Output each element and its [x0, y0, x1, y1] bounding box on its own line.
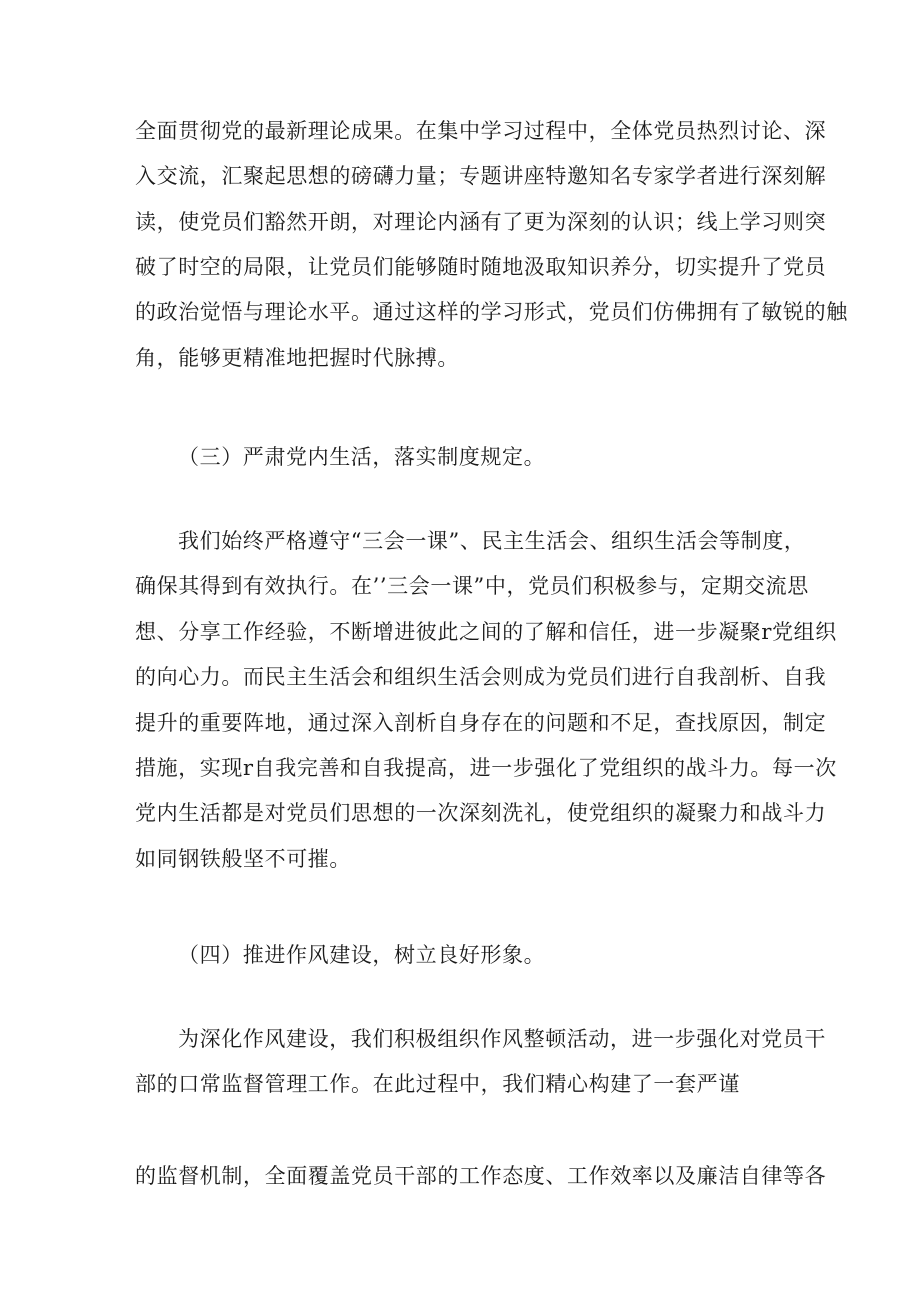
paragraph-line: 角，能够更精准地把握时代脉搏。 — [135, 346, 459, 370]
paragraph-line: 党内生活都是对党员们思想的一次深刻洗礼，使党组织的凝聚力和战斗力 — [135, 801, 827, 825]
paragraph-line: 破了时空的局限，让党员们能够随时随地汲取知识养分，切实提升了党员 — [135, 255, 827, 279]
paragraph-line: 部的口常监督管理工作。在此过程中，我们精心构建了一套严谨 — [135, 1072, 740, 1096]
paragraph-line: 全面贯彻党的最新理论成果。在集中学习过程中，全体党员热烈讨论、深 — [135, 119, 827, 143]
section-heading-3: （三）严肃党内生活，落实制度规定。 — [178, 445, 546, 469]
paragraph-line: 的向心力。而民主生活会和组织生活会则成为党员们进行自我剖析、自我 — [135, 665, 827, 689]
paragraph-line: 的监督机制，全面覆盖党员干部的工作态度、工作效率以及廉洁自律等各 — [135, 1164, 827, 1188]
paragraph-line: 我们始终严格遵守“三会一课”、民主生活会、组织生活会等制度， — [178, 529, 806, 553]
paragraph-line: 读，使党员们豁然开朗，对理论内涵有了更为深刻的认识；线上学习则突 — [135, 210, 827, 234]
paragraph-line: 入交流，汇聚起思想的磅礴力量；专题讲座特邀知名专家学者进行深刻解 — [135, 164, 827, 188]
paragraph-line: 确保其得到有效执行。在’’三会一课”中，党员们积极参与，定期交流思 — [135, 574, 809, 598]
paragraph-line: 措施，实现r自我完善和自我提高，进一步强化了党组织的战斗力。每一次 — [135, 756, 837, 780]
paragraph-line: 的政治觉悟与理论水平。通过这样的学习形式，党员们仿佛拥有了敏锐的触 — [135, 300, 848, 324]
paragraph-line: 如同钢铁般坚不可摧。 — [135, 847, 351, 871]
section-heading-4: （四）推进作风建设，树立良好形象。 — [178, 943, 546, 967]
paragraph-line: 为深化作风建设，我们积极组织作风整顿活动，进一步强化对党员干 — [178, 1027, 826, 1051]
paragraph-line: 提升的重要阵地，通过深入剖析自身存在的问题和不足，查找原因，制定 — [135, 711, 827, 735]
paragraph-line: 想、分享工作经验，不断增进彼此之间的了解和信任，进一步凝聚r党组织 — [135, 620, 837, 644]
